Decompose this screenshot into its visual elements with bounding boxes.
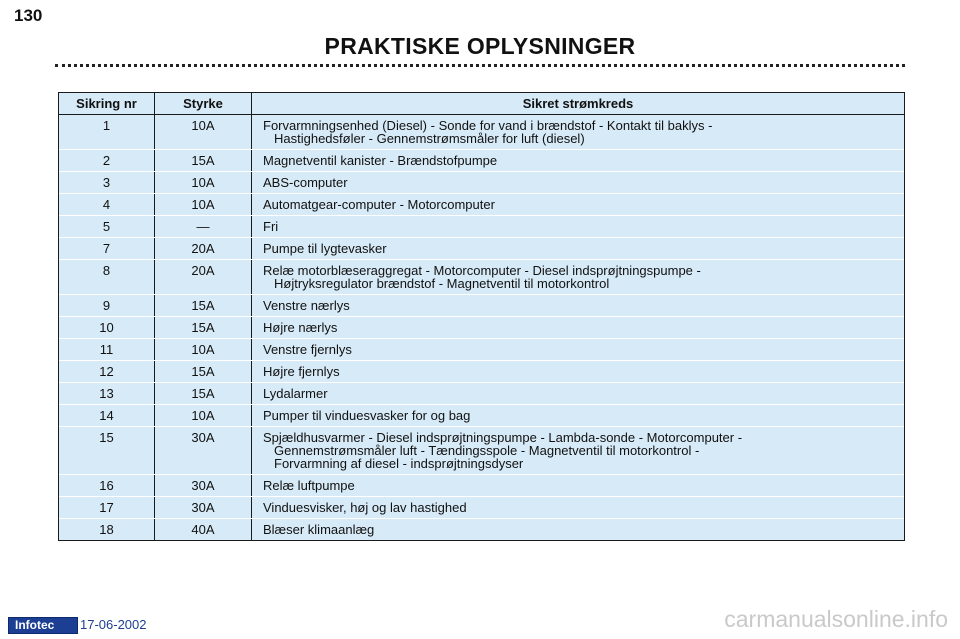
fuse-number: 5 xyxy=(59,216,155,238)
circuit-line: Vinduesvisker, høj og lav hastighed xyxy=(263,500,467,515)
protected-circuit xyxy=(252,475,905,497)
table-row xyxy=(59,383,904,405)
fuse-number: 8 xyxy=(59,260,155,295)
protected-circuit xyxy=(252,361,905,383)
table-row xyxy=(59,405,904,427)
infotec-logo xyxy=(8,617,78,634)
table-header-row xyxy=(59,93,904,115)
fuse-number: 11 xyxy=(59,339,155,361)
protected-circuit xyxy=(252,172,905,194)
table-row xyxy=(59,150,904,172)
fuse-table xyxy=(58,92,905,541)
circuit-line: ABS-computer xyxy=(263,175,348,190)
circuit-line: Pumpe til lygtevasker xyxy=(263,241,387,256)
fuse-amperage: 10A xyxy=(155,405,252,427)
page-number: 130 xyxy=(14,6,43,25)
fuse-number: 12 xyxy=(59,361,155,383)
table-row xyxy=(59,339,904,361)
fuse-number: 15 xyxy=(59,427,155,475)
fuse-amperage: 15A xyxy=(155,150,252,172)
fuse-amperage: 30A xyxy=(155,497,252,519)
fuse-amperage: 40A xyxy=(155,519,252,541)
protected-circuit xyxy=(252,339,905,361)
table-row xyxy=(59,260,904,295)
table-row xyxy=(59,317,904,339)
circuit-line: Højre nærlys xyxy=(263,320,338,335)
fuse-number: 9 xyxy=(59,295,155,317)
table-row xyxy=(59,216,904,238)
table-row xyxy=(59,295,904,317)
protected-circuit xyxy=(252,150,905,172)
fuse-table-body xyxy=(59,115,904,541)
fuse-amperage: 10A xyxy=(155,339,252,361)
fuse-number: 1 xyxy=(59,115,155,150)
circuit-line: Blæser klimaanlæg xyxy=(263,522,375,537)
circuit-line: Venstre nærlys xyxy=(263,298,350,313)
fuse-number: 13 xyxy=(59,383,155,405)
logo-text: Infotec xyxy=(15,618,55,632)
fuse-amperage: 10A xyxy=(155,172,252,194)
fuse-amperage: 15A xyxy=(155,361,252,383)
footer-date: 17-06-2002 xyxy=(80,617,147,632)
circuit-line: Højre fjernlys xyxy=(263,364,340,379)
fuse-amperage: — xyxy=(155,216,252,238)
protected-circuit xyxy=(252,260,905,295)
protected-circuit xyxy=(252,216,905,238)
fuse-amperage: 10A xyxy=(155,115,252,150)
circuit-line: Relæ luftpumpe xyxy=(263,478,355,493)
fuse-number: 16 xyxy=(59,475,155,497)
fuse-amperage: 15A xyxy=(155,383,252,405)
fuse-amperage: 30A xyxy=(155,475,252,497)
protected-circuit xyxy=(252,238,905,260)
circuit-line: Lydalarmer xyxy=(263,386,328,401)
fuse-amperage: 20A xyxy=(155,238,252,260)
fuse-amperage: 10A xyxy=(155,194,252,216)
protected-circuit xyxy=(252,519,905,541)
circuit-line: Fri xyxy=(263,219,279,234)
table-row xyxy=(59,497,904,519)
protected-circuit xyxy=(252,497,905,519)
circuit-line: Magnetventil kanister - Brændstofpumpe xyxy=(263,153,498,168)
circuit-line: Gennemstrømsmåler luft - Tændingsspole - Magnetventil til motorkontrol - xyxy=(274,443,700,458)
protected-circuit xyxy=(252,427,905,475)
protected-circuit xyxy=(252,383,905,405)
fuse-number: 14 xyxy=(59,405,155,427)
table-row xyxy=(59,194,904,216)
fuse-number: 10 xyxy=(59,317,155,339)
table-row xyxy=(59,172,904,194)
circuit-line: Venstre fjernlys xyxy=(263,342,352,357)
table-row xyxy=(59,238,904,260)
table-row xyxy=(59,361,904,383)
fuse-number: 18 xyxy=(59,519,155,541)
circuit-line: Højtryksregulator brændstof - Magnetventil til motorkontrol xyxy=(274,276,610,291)
fuse-number: 4 xyxy=(59,194,155,216)
table-row xyxy=(59,427,904,475)
fuse-number: 2 xyxy=(59,150,155,172)
fuse-number: 7 xyxy=(59,238,155,260)
fuse-amperage: 15A xyxy=(155,317,252,339)
protected-circuit xyxy=(252,317,905,339)
circuit-line: Hastighedsføler - Gennemstrømsmåler for luft (diesel) xyxy=(274,131,585,146)
protected-circuit xyxy=(252,405,905,427)
circuit-line: Forvarmning af diesel - indsprøjtningsdyser xyxy=(274,456,524,471)
table-row xyxy=(59,519,904,541)
circuit-line: Spjældhusvarmer - Diesel indsprøjtningspumpe - Lambda-sonde - Motorcomputer - xyxy=(263,430,743,445)
circuit-line: Relæ motorblæseraggregat - Motorcomputer - Diesel indsprøjtningspumpe - xyxy=(263,263,701,278)
circuit-line: Pumper til vinduesvasker for og bag xyxy=(263,408,471,423)
header-fuse-number: Sikring nr xyxy=(59,93,155,115)
circuit-line: Forvarmningsenhed (Diesel) - Sonde for vand i brændstof - Kontakt til baklys - xyxy=(263,118,713,133)
header-amperage: Styrke xyxy=(155,93,252,115)
protected-circuit xyxy=(252,295,905,317)
fuse-amperage: 20A xyxy=(155,260,252,295)
table-row xyxy=(59,475,904,497)
protected-circuit xyxy=(252,194,905,216)
page-title: PRAKTISKE OPLYSNINGER xyxy=(324,33,636,59)
watermark: carmanualsonline.info xyxy=(724,606,948,632)
table-row xyxy=(59,115,904,150)
fuse-number: 17 xyxy=(59,497,155,519)
fuse-number: 3 xyxy=(59,172,155,194)
header-protected-circuit: Sikret strømkreds xyxy=(252,93,905,115)
protected-circuit xyxy=(252,115,905,150)
fuse-amperage: 15A xyxy=(155,295,252,317)
fuse-amperage: 30A xyxy=(155,427,252,475)
dotted-divider xyxy=(55,64,905,67)
circuit-line: Automatgear-computer - Motorcomputer xyxy=(263,197,495,212)
